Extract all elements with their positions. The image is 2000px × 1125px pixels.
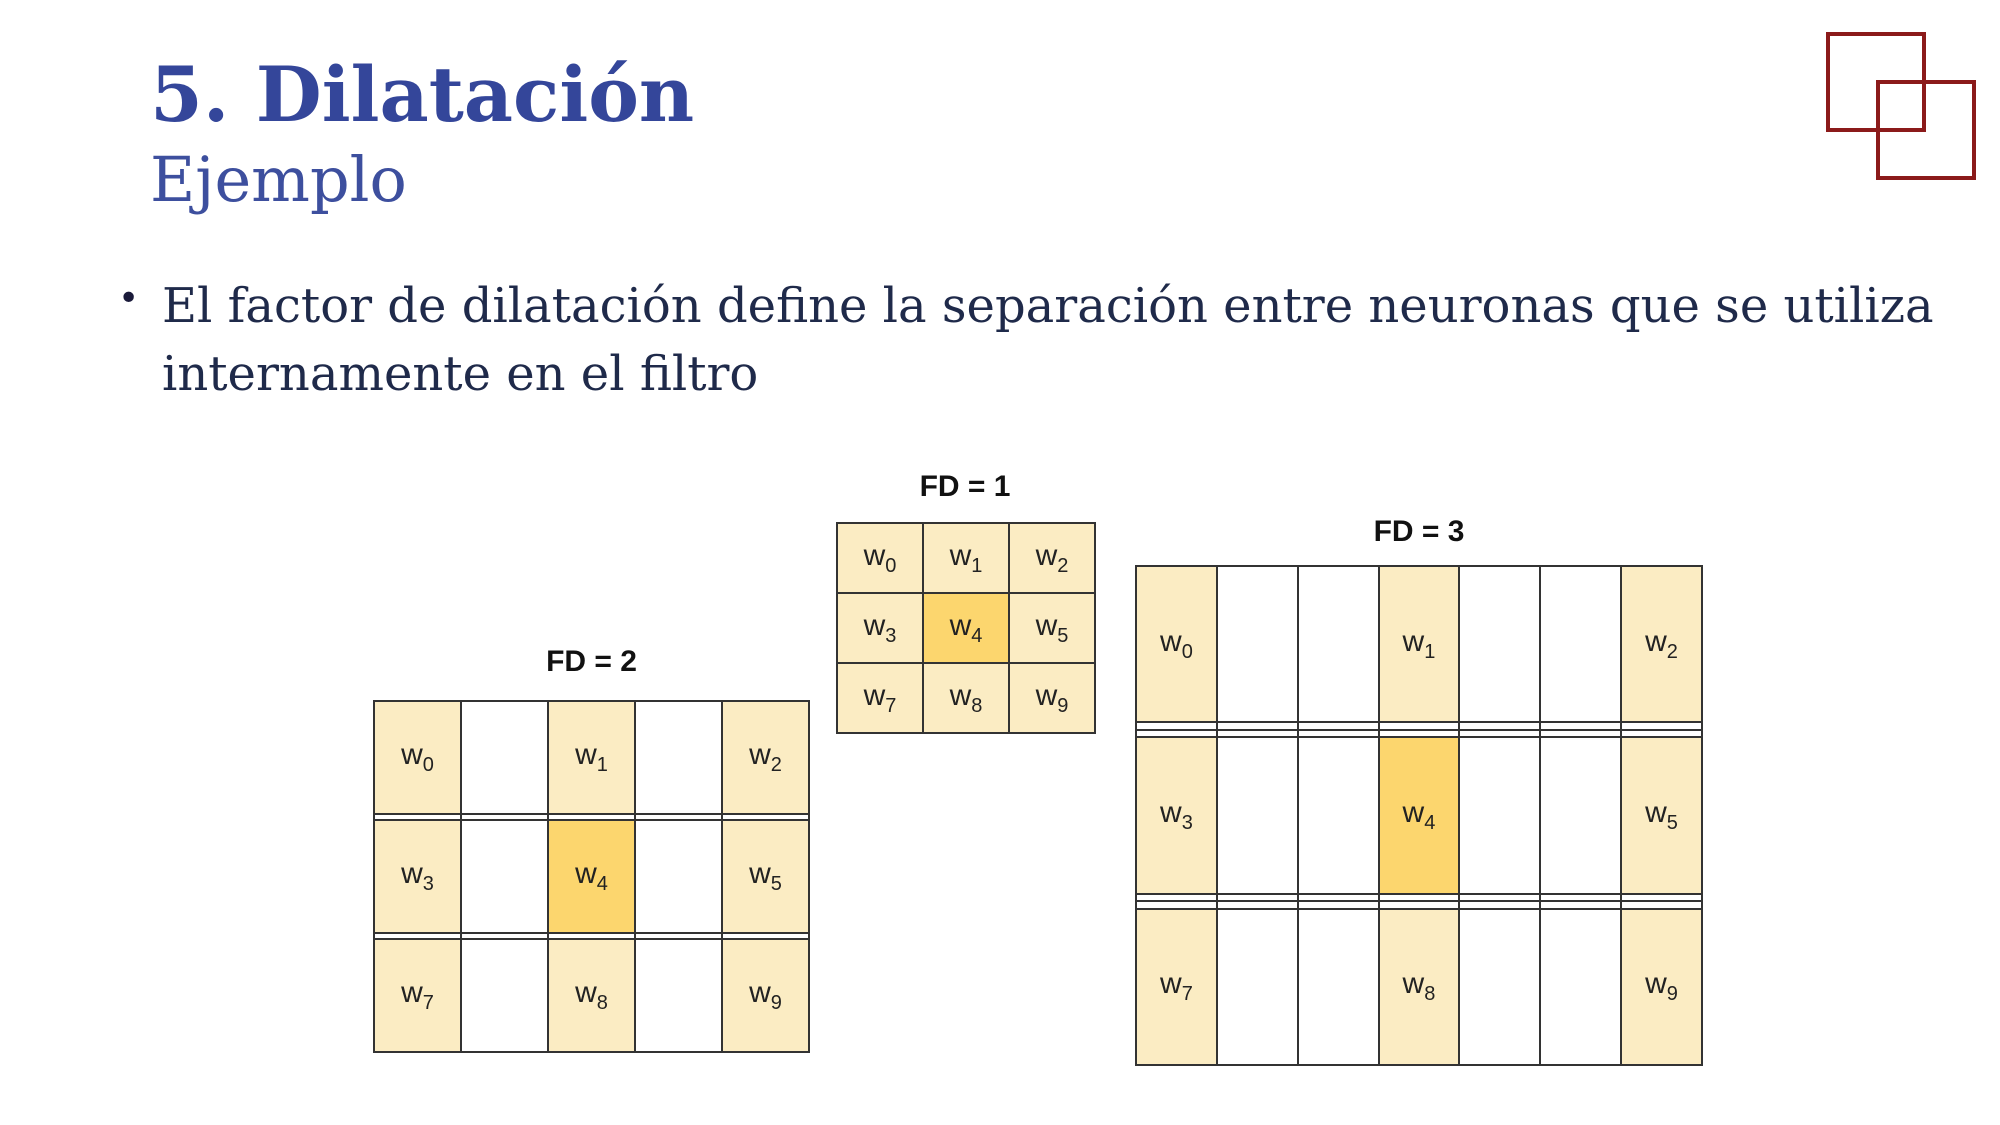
weight-symbol: w: [1645, 795, 1667, 829]
weight-index: 4: [971, 624, 983, 647]
empty-cell: [635, 701, 722, 814]
fd2-filter-grid: [373, 700, 810, 1053]
weight-cell: [1621, 566, 1702, 722]
weight-index: 2: [1057, 554, 1069, 577]
weight-index: 1: [1424, 640, 1436, 663]
weight-cell: [837, 523, 923, 593]
weight-index: 3: [422, 872, 434, 895]
weight-index: 4: [596, 872, 608, 895]
empty-cell: [1298, 894, 1379, 902]
weight-symbol: w: [949, 608, 972, 642]
weight-index: 0: [885, 554, 897, 577]
weight-symbol: w: [575, 738, 597, 772]
empty-cell: [1540, 737, 1621, 893]
weight-index: 7: [1181, 983, 1193, 1006]
empty-cell: [1136, 901, 1217, 909]
empty-cell: [1459, 901, 1540, 909]
empty-cell: [1136, 730, 1217, 738]
empty-cell: [1540, 566, 1621, 722]
weight-cell: [1009, 663, 1095, 733]
fd1-label: FD = 1: [919, 470, 1011, 503]
grid-row: [837, 593, 1095, 663]
grid-row: [374, 939, 809, 1052]
weight-symbol: w: [949, 678, 972, 712]
weight-symbol: w: [1160, 795, 1182, 829]
empty-cell: [1379, 722, 1460, 730]
weight-symbol: w: [863, 608, 886, 642]
empty-cell: [1298, 737, 1379, 893]
weight-cell: [548, 939, 635, 1052]
empty-cell: [635, 939, 722, 1052]
weight-cell: [1136, 909, 1217, 1065]
empty-cell: [1217, 909, 1298, 1065]
weight-cell: [923, 663, 1009, 733]
fd3-label: FD = 3: [1373, 515, 1465, 548]
empty-cell: [1459, 566, 1540, 722]
weight-index: 0: [422, 754, 434, 777]
empty-cell: [1298, 909, 1379, 1065]
weight-symbol: w: [1402, 795, 1425, 829]
weight-symbol: w: [749, 856, 771, 890]
weight-index: 3: [1181, 811, 1193, 834]
weight-symbol: w: [1160, 967, 1182, 1001]
weight-symbol: w: [401, 738, 423, 772]
empty-cell: [1459, 894, 1540, 902]
weight-cell: [548, 701, 635, 814]
weight-symbol: w: [949, 538, 972, 572]
weight-index: 8: [1424, 983, 1436, 1006]
weight-cell: [374, 701, 461, 814]
grid-row: [1136, 566, 1702, 722]
empty-cell: [1217, 737, 1298, 893]
weight-symbol: w: [749, 975, 771, 1009]
empty-cell: [1459, 730, 1540, 738]
grid-row: [837, 663, 1095, 733]
weight-symbol: w: [749, 738, 771, 772]
empty-cell: [1298, 901, 1379, 909]
empty-cell: [1217, 894, 1298, 902]
fd1-filter-grid: [836, 522, 1096, 734]
weight-cell: [1009, 593, 1095, 663]
logo-squares-icon: [1826, 32, 1986, 192]
empty-cell: [1298, 566, 1379, 722]
empty-cell: [1621, 722, 1702, 730]
grid-row: [1136, 737, 1702, 893]
weight-cell: [923, 593, 1009, 663]
grid-row: [837, 523, 1095, 593]
empty-cell: [1136, 722, 1217, 730]
grid-row: [1136, 909, 1702, 1065]
empty-cell: [461, 820, 548, 933]
weight-symbol: w: [1645, 967, 1667, 1001]
grid-row: [374, 820, 809, 933]
empty-cell: [1540, 901, 1621, 909]
weight-index: 5: [1666, 811, 1678, 834]
grid-row: [1136, 730, 1702, 738]
weight-symbol: w: [575, 856, 597, 890]
fd2-label: FD = 2: [546, 645, 637, 678]
weight-cell: [1621, 909, 1702, 1065]
weight-index: 9: [1057, 694, 1069, 717]
empty-cell: [635, 820, 722, 933]
weight-index: 5: [1057, 624, 1069, 647]
weight-symbol: w: [401, 856, 423, 890]
grid-row: [1136, 901, 1702, 909]
empty-cell: [1540, 722, 1621, 730]
weight-symbol: w: [1402, 624, 1425, 658]
weight-cell: [837, 593, 923, 663]
weight-index: 7: [885, 694, 897, 717]
weight-cell: [1136, 737, 1217, 893]
grid-row: [1136, 894, 1702, 902]
empty-cell: [1621, 901, 1702, 909]
empty-cell: [1217, 901, 1298, 909]
empty-cell: [1379, 901, 1460, 909]
weight-index: 8: [596, 991, 608, 1014]
weight-cell: [548, 820, 635, 933]
weight-cell: [923, 523, 1009, 593]
grid-row: [374, 701, 809, 814]
empty-cell: [1459, 737, 1540, 893]
weight-index: 9: [1666, 983, 1678, 1006]
weight-cell: [722, 820, 809, 933]
slide-subtitle: Ejemplo: [150, 143, 407, 216]
empty-cell: [1459, 909, 1540, 1065]
empty-cell: [1540, 909, 1621, 1065]
weight-symbol: w: [863, 538, 886, 572]
empty-cell: [1217, 730, 1298, 738]
weight-cell: [722, 939, 809, 1052]
bullet-dot-icon: •: [118, 278, 140, 319]
weight-symbol: w: [1035, 608, 1058, 642]
weight-cell: [722, 701, 809, 814]
logo-square-front: [1876, 80, 1976, 180]
grid-row: [1136, 722, 1702, 730]
weight-cell: [374, 820, 461, 933]
weight-cell: [837, 663, 923, 733]
empty-cell: [461, 701, 548, 814]
empty-cell: [1621, 730, 1702, 738]
empty-cell: [1621, 894, 1702, 902]
empty-cell: [1540, 894, 1621, 902]
weight-index: 2: [1666, 640, 1678, 663]
weight-cell: [1379, 566, 1460, 722]
empty-cell: [1217, 722, 1298, 730]
weight-symbol: w: [1645, 624, 1667, 658]
weight-symbol: w: [1402, 967, 1425, 1001]
weight-index: 2: [770, 754, 782, 777]
empty-cell: [1379, 894, 1460, 902]
weight-cell: [1009, 523, 1095, 593]
weight-cell: [1379, 909, 1460, 1065]
weight-cell: [374, 939, 461, 1052]
fd3-filter-grid: [1135, 565, 1703, 1066]
empty-cell: [1540, 730, 1621, 738]
weight-symbol: w: [401, 975, 423, 1009]
weight-index: 9: [770, 991, 782, 1014]
weight-symbol: w: [1160, 624, 1182, 658]
weight-index: 4: [1424, 811, 1436, 834]
slide-title: 5. Dilatación: [150, 50, 695, 139]
empty-cell: [1298, 722, 1379, 730]
weight-index: 8: [971, 694, 983, 717]
weight-index: 7: [422, 991, 434, 1014]
empty-cell: [1379, 730, 1460, 738]
empty-cell: [1459, 722, 1540, 730]
weight-index: 3: [885, 624, 897, 647]
weight-index: 1: [596, 754, 608, 777]
empty-cell: [1217, 566, 1298, 722]
weight-symbol: w: [1035, 538, 1058, 572]
weight-symbol: w: [863, 678, 886, 712]
weight-index: 0: [1181, 640, 1193, 663]
weight-cell: [1136, 566, 1217, 722]
empty-cell: [461, 939, 548, 1052]
weight-symbol: w: [575, 975, 597, 1009]
bullet-text: El factor de dilatación define la separación entre neuronas que se utiliza internamente en el filtro: [162, 278, 1934, 402]
weight-cell: [1621, 737, 1702, 893]
empty-cell: [1298, 730, 1379, 738]
weight-index: 1: [971, 554, 983, 577]
weight-cell: [1379, 737, 1460, 893]
weight-symbol: w: [1035, 678, 1058, 712]
empty-cell: [1136, 894, 1217, 902]
weight-index: 5: [770, 872, 782, 895]
